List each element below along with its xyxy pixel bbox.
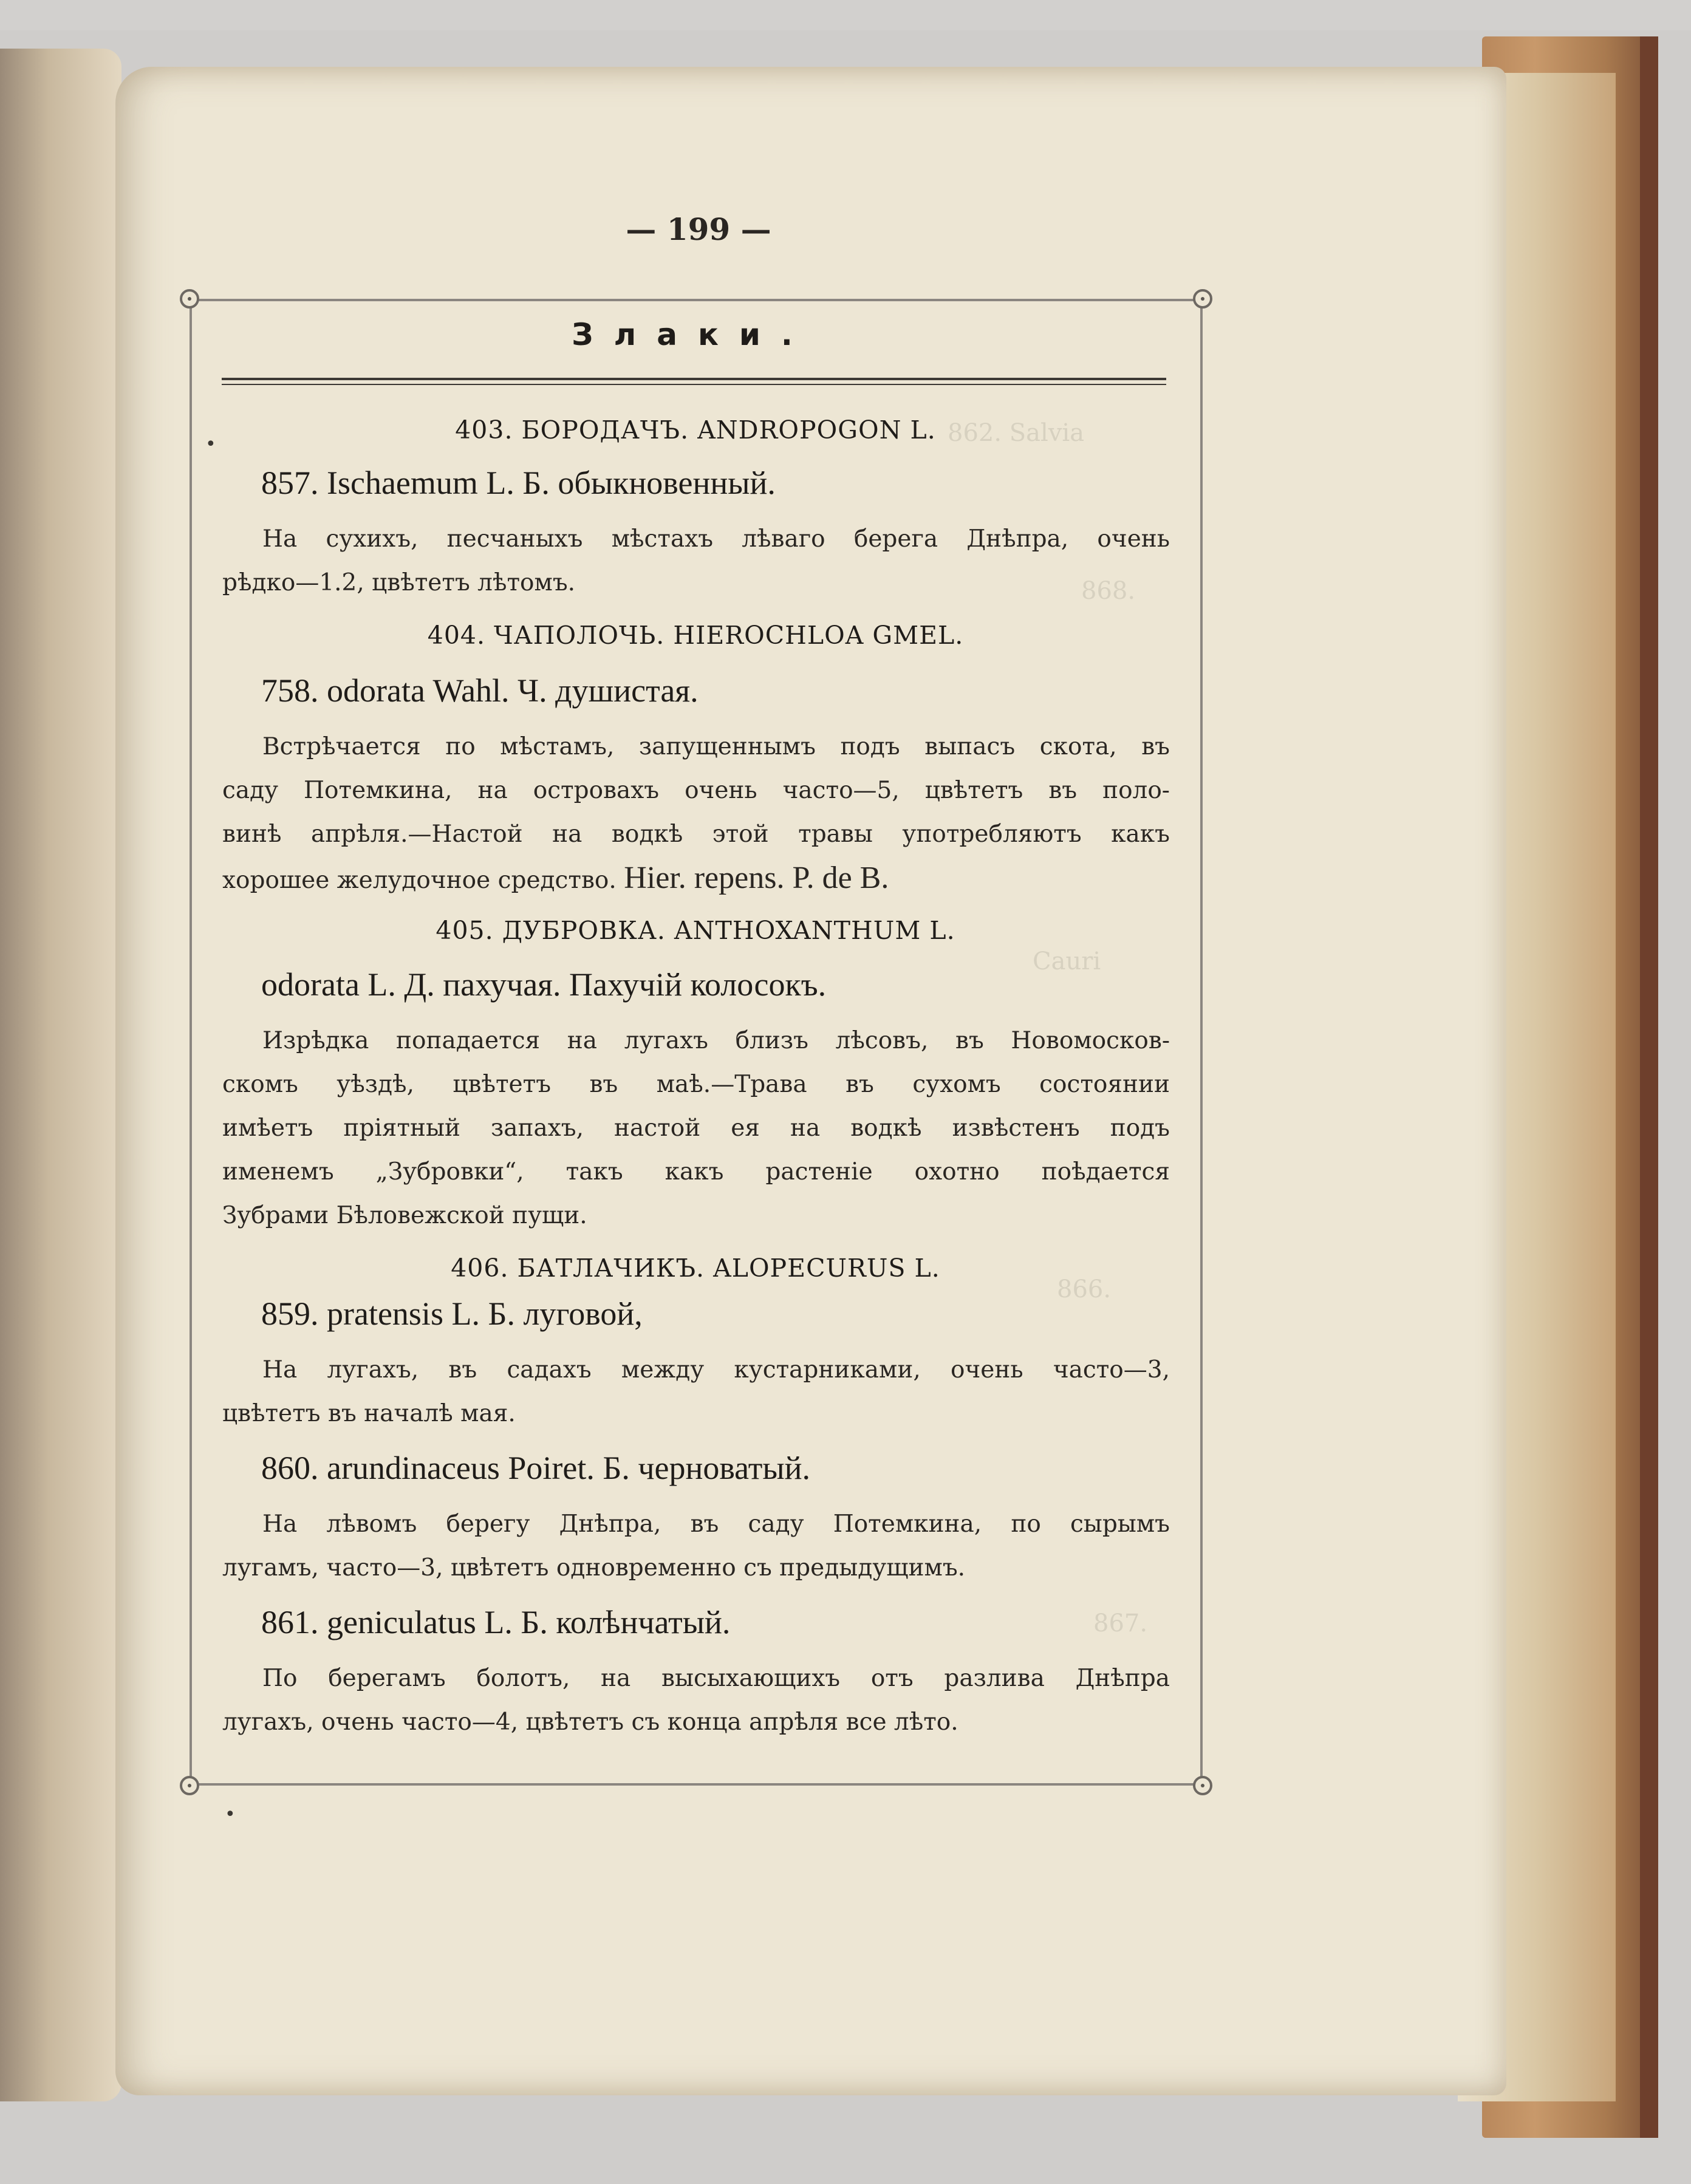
bleed-through: 862. Salvia (948, 419, 1085, 447)
species-name: odorata L. Д. пахучая. Пахучій колосокъ. (261, 966, 827, 1003)
scan-top-margin (0, 0, 1691, 30)
frame-corner-ornament (180, 1776, 199, 1795)
section-rule (222, 384, 1166, 385)
ink-mark: • (225, 1804, 236, 1825)
genus-heading: 404. ЧАПОЛОЧЬ. HIEROCHLOA GMEL. (427, 621, 964, 650)
bleed-through: Cauri (1033, 947, 1101, 975)
species-name: 758. odorata Wahl. Ч. душистая. (261, 672, 699, 709)
cover-edge (1640, 36, 1658, 2138)
species-description (222, 1348, 1170, 1436)
species-name: 859. pratensis L. Б. луговой, (261, 1295, 643, 1332)
description-line: Изрѣдка попадается на лугахъ близъ лѣсовъ, въ Новомосков- (262, 1027, 1170, 1054)
description-line: цвѣтетъ въ началѣ мая. (222, 1400, 516, 1427)
description-line: именемъ „Зубровки“, такъ какъ растеніе охотно поѣдается (222, 1158, 1170, 1186)
description-line: рѣдко—1.2, цвѣтетъ лѣтомъ. (222, 569, 576, 596)
description-line: На сухихъ, песчаныхъ мѣстахъ лѣваго берега Днѣпра, очень (262, 525, 1170, 553)
description-line (222, 856, 1170, 900)
section-rule (222, 378, 1166, 380)
left-page-edge (0, 49, 121, 2101)
description-line: Встрѣчается по мѣстамъ, запущеннымъ подъ выпасъ скота, въ (262, 733, 1170, 760)
species-name: 857. Ischaemum L. Б. обыкновенный. (261, 465, 776, 501)
bleed-through: 867. (1093, 1609, 1148, 1637)
genus-heading: 406. БАТЛАЧИКЪ. ALOPECURUS L. (451, 1254, 940, 1283)
description-line: На лугахъ, въ садахъ между кустарниками, очень часто—3, (262, 1356, 1170, 1384)
species-description (222, 517, 1170, 605)
description-line: Зубрами Бѣловежской пущи. (222, 1202, 587, 1229)
description-line: лугахъ, очень часто—4, цвѣтетъ съ конца апрѣля все лѣто. (222, 1708, 958, 1736)
description-line: скомъ уѣздѣ, цвѣтетъ въ маѣ.—Трава въ сухомъ состоянии (222, 1071, 1170, 1098)
page-number: — 199 — (626, 211, 771, 247)
ink-mark: • (205, 434, 216, 455)
description-line: имѣетъ пріятный запахъ, настой ея на водкѣ извѣстенъ подъ (222, 1114, 1170, 1142)
species-description (222, 1503, 1170, 1590)
species-description (222, 1657, 1170, 1744)
bleed-through: 868. (1081, 577, 1136, 605)
species-description (222, 1019, 1170, 1238)
species-name: 860. arundinaceus Poiret. Б. черноватый. (261, 1450, 811, 1486)
genus-heading: 405. ДУБРОВКА. ANTHOXANTHUM L. (436, 916, 955, 945)
description-line: лугамъ, часто—3, цвѣтетъ одновременно съ предыдущимъ. (222, 1554, 966, 1582)
frame-corner-ornament (1193, 289, 1212, 309)
description-line: На лѣвомъ берегу Днѣпра, въ саду Потемкина, по сырымъ (262, 1510, 1170, 1538)
genus-heading: 403. БОРОДАЧЪ. ANDROPOGON L. (455, 415, 936, 445)
section-title: Злаки. (572, 317, 813, 352)
species-name: 861. geniculatus L. Б. колѣнчатый. (261, 1604, 731, 1640)
description-line: По берегамъ болотъ, на высыхающихъ отъ разлива Днѣпра (262, 1665, 1170, 1692)
species-description (222, 725, 1170, 900)
frame-corner-ornament (180, 289, 199, 309)
bleed-through: 866. (1057, 1275, 1112, 1303)
description-line: винѣ апрѣля.—Настой на водкѣ этой травы употребляютъ какъ (222, 821, 1170, 848)
synonym: Hier. repens. P. de B. (624, 861, 889, 895)
frame-corner-ornament (1193, 1776, 1212, 1795)
description-text: хорошее желудочное средство. (222, 867, 617, 894)
description-line: саду Потемкина, на островахъ очень часто—5, цвѣтетъ въ поло- (222, 777, 1170, 804)
